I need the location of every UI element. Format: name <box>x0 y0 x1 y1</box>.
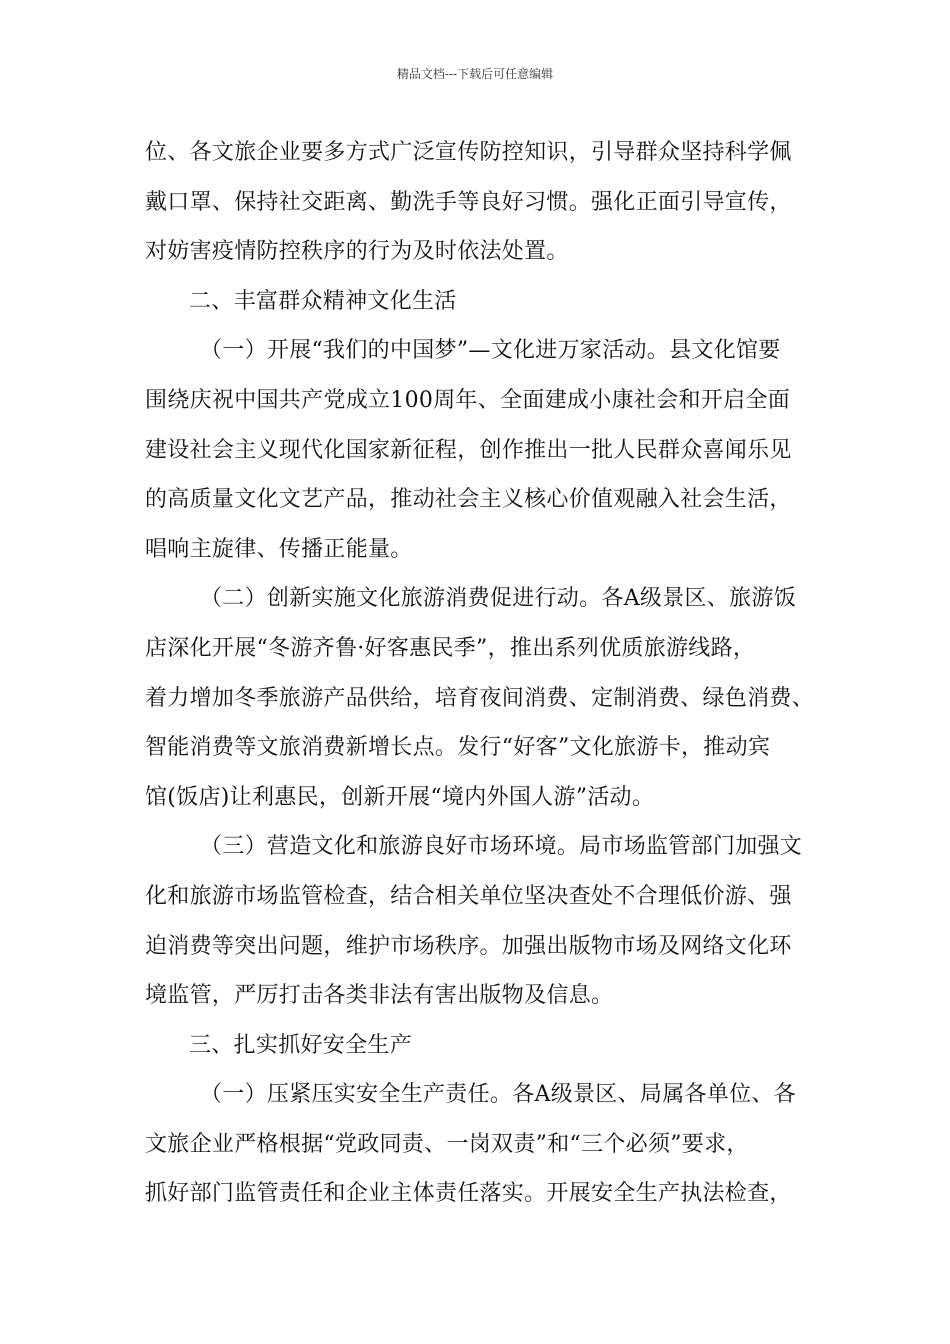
paragraph-continuation <box>145 128 825 277</box>
text-line: （二）创新实施文化旅游消费促进行动。各A级景区、旅游饭 <box>200 586 796 612</box>
paragraph-2-3 <box>145 822 825 1020</box>
text-line: 境监管，严厉打击各类非法有害出版物及信息。 <box>145 983 614 1009</box>
section-heading-3 <box>145 1021 825 1071</box>
text-line: 唱响主旋律、传播正能量。 <box>145 536 413 562</box>
text-line: 对妨害疫情防控秩序的行为及时依法处置。 <box>145 239 569 265</box>
paragraph-2-2 <box>145 574 825 822</box>
text-line: 化和旅游市场监管检查，结合相关单位坚决查处不合理低价游、强 <box>145 883 792 909</box>
text-line: （三）营造文化和旅游良好市场环境。局市场监管部门加强文 <box>200 834 803 860</box>
paragraph-2-1 <box>145 326 825 574</box>
text-line: 文旅企业严格根据“党政同责、一岗双责”和“三个必须”要求， <box>145 1131 749 1157</box>
paragraph-3-1 <box>145 1070 825 1219</box>
text-line: 智能消费等文旅消费新增长点。发行“好客”文化旅游卡，推动宾 <box>145 735 771 761</box>
page-header: 精品文档---下载后可任意编辑 <box>396 67 554 81</box>
text-line: 着力增加冬季旅游产品供给，培育夜间消费、定制消费、绿色消费、 <box>145 685 815 711</box>
text-line: 迫消费等突出问题，维护市场秩序。加强出版物市场及网络文化环 <box>145 933 792 959</box>
text-line: 抓好部门监管责任和企业主体责任落实。开展安全生产执法检查， <box>145 1181 792 1207</box>
text-line: 的高质量文化文艺产品，推动社会主义核心价值观融入社会生活， <box>145 487 792 513</box>
text-line: （一）压紧压实安全生产责任。各A级景区、局属各单位、各 <box>200 1082 796 1108</box>
section-heading-2 <box>145 277 825 327</box>
heading-line: 二、丰富群众精神文化生活 <box>189 288 457 314</box>
heading-line: 三、扎实抓好安全生产 <box>189 1032 413 1058</box>
text-line: 戴口罩、保持社交距离、勤洗手等良好习惯。强化正面引导宣传， <box>145 189 792 215</box>
document-body <box>145 128 825 1219</box>
text-line: 建设社会主义现代化国家新征程，创作推出一批人民群众喜闻乐见 <box>145 437 792 463</box>
text-line: （一）开展“我们的中国梦”—文化进万家活动。县文化馆要 <box>200 338 781 364</box>
text-line: 馆(饭店)让利惠民，创新开展“境内外国人游”活动。 <box>145 784 655 810</box>
text-line: 位、各文旅企业要多方式广泛宣传防控知识，引导群众坚持科学佩 <box>145 140 792 165</box>
text-line: 店深化开展“冬游齐鲁·好客惠民季”，推出系列优质旅游线路， <box>145 635 756 661</box>
text-line: 围绕庆祝中国共产党成立100周年、全面建成小康社会和开启全面 <box>145 387 790 413</box>
